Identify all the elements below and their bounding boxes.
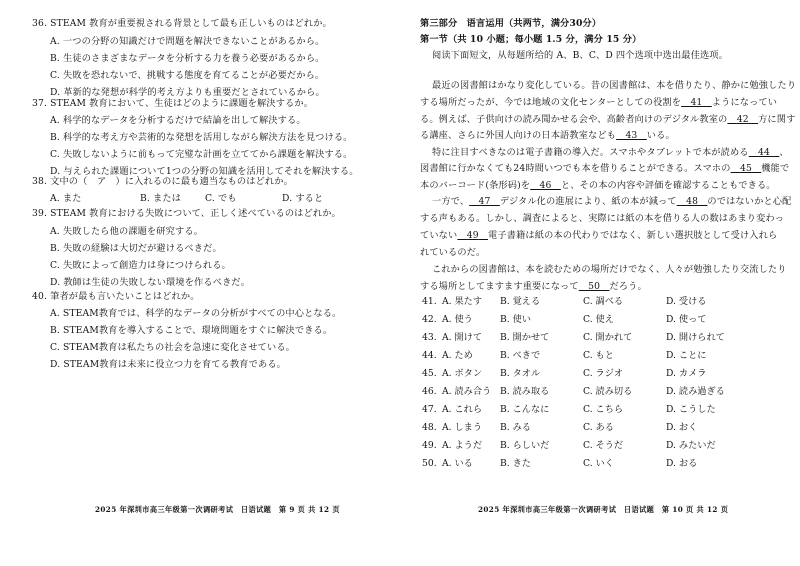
option-question-number: 49.: [422, 440, 437, 451]
blank-43: [616, 130, 647, 141]
q36-option-a: A. 一つの分野の知識だけで問題を解決できないことがあるから。: [50, 36, 325, 47]
option-d: D. カメラ: [666, 368, 707, 379]
section-title: 第三部分 语言运用（共两节，满分30分）: [420, 18, 602, 29]
option-a: A. ため: [442, 350, 473, 361]
right-footer: 2025 年深圳市高三年级第一次调研考试 日语试题 第 10 页 共 12 页: [478, 505, 729, 514]
option-question-number: 50.: [422, 458, 437, 469]
passage-line: [420, 180, 776, 191]
passage-text: 機能で: [761, 163, 790, 174]
blank-41: [681, 97, 712, 108]
option-question-number: 44.: [422, 350, 437, 361]
passage-line: れているのだ。: [420, 247, 486, 258]
option-c: C. そうだ: [583, 440, 624, 451]
option-a: A. ようだ: [442, 440, 483, 451]
option-a: A. 開けて: [442, 332, 483, 343]
q38-option-c: C. でも: [205, 193, 237, 204]
left-footer: 2025 年深圳市高三年级第一次调研考试 日语试题 第 9 页 共 12 页: [95, 505, 340, 514]
passage-text: する場所としてますます重要になって: [420, 281, 579, 292]
option-question-number: 46.: [422, 386, 437, 397]
passage-line: [420, 230, 777, 241]
q37-option-c: C. 失敗しないように前もって完璧な計画を立ててから課題を解決する。: [50, 149, 353, 160]
option-question-number: 47.: [422, 404, 437, 415]
option-d: D. ことに: [666, 350, 707, 361]
passage-text: デジタル化の進展により、紙の本が減って: [499, 196, 677, 207]
passage-text: と、その本の内容や評価を確認することもできる。: [560, 180, 776, 191]
blank-number: 42: [736, 114, 749, 125]
blank-number: 49: [466, 230, 479, 241]
option-d: D. 使って: [666, 314, 707, 325]
option-c: C. もと: [583, 350, 614, 361]
passage-text: 本のバーコード(条形码)を: [420, 180, 531, 191]
blank-number: 45: [739, 163, 752, 174]
option-question-number: 43.: [422, 332, 437, 343]
passage-text: 特に注目すべきなのは電子書籍の導入だ。スマホやタブレットで本が読める: [432, 147, 749, 158]
blank-45: [731, 163, 762, 174]
option-c: C. 読み切る: [583, 386, 633, 397]
passage-text: だろう。: [609, 281, 647, 292]
option-d: D. 読み過ぎる: [666, 386, 725, 397]
option-d: D. おる: [666, 458, 698, 469]
passage-text: ていない: [420, 230, 458, 241]
passage-line: [420, 114, 795, 125]
option-a: A. 読み合う: [442, 386, 492, 397]
right-page: [400, 0, 800, 566]
blank-47: [469, 196, 500, 207]
passage-line: [420, 130, 675, 141]
q40-option-c: C. STEAM教育は私たちの社会を急速に変化させている。: [50, 342, 295, 353]
option-question-number: 48.: [422, 422, 437, 433]
blank-49: [457, 230, 488, 241]
option-c: C. ある: [583, 422, 614, 433]
blank-number: 50: [588, 281, 601, 292]
subsection-title: 第一节（共 10 小题；每小题 1.5 分，满分 15 分）: [420, 34, 642, 45]
q39-option-a: A. 失敗したら他の課題を研究する。: [50, 226, 203, 237]
q36-option-b: B. 生徒のさまざまなデータを分析する力を養う必要があるから。: [50, 53, 325, 64]
q40-stem: 40. 筆者が最も言いたいことはどれか。: [32, 291, 200, 302]
option-d: D. みたいだ: [666, 440, 716, 451]
q40-option-a: A. STEAM教育では、科学的なデータの分析がすべての中心となる。: [50, 308, 342, 319]
q36-option-d: D. 革新的な発想が科学的考え方よりも重要だとされているから。: [50, 87, 325, 98]
q37-option-a: A. 科学的なデータを分析するだけで結論を出して解決する。: [50, 115, 306, 126]
option-c: C. こちら: [583, 404, 624, 415]
option-b: B. タオル: [500, 368, 541, 379]
q40-option-b: B. STEAM教育を導入することで、環境問題をすぐに解決できる。: [50, 325, 333, 336]
q37-option-b: B. 科学的な考え方や芸術的な発想を活用しながら解決方法を見つける。: [50, 132, 353, 143]
blank-46: [530, 180, 561, 191]
q36-option-c: C. 失敗を恐れないで、挑戦する態度を育てることが必要だから。: [50, 70, 325, 81]
passage-text: する場所だったが、今では地域の文化センターとしての役割を: [420, 97, 682, 108]
option-a: A. いる: [442, 458, 473, 469]
blank-42: [727, 114, 758, 125]
blank-44: [749, 147, 780, 158]
passage-text: 一方で、: [432, 196, 470, 207]
option-a: A. これら: [442, 404, 483, 415]
blank-50: [579, 281, 610, 292]
passage-line: これからの図書館は、本を読むための場所だけでなく、人々が勉強したり交流したり: [432, 264, 787, 275]
option-b: B. 開かせて: [500, 332, 550, 343]
blank-number: 48: [686, 196, 699, 207]
option-a: A. しまう: [442, 422, 483, 433]
passage-text: いる。: [646, 130, 675, 141]
option-b: B. 使い: [500, 314, 531, 325]
option-c: C. いく: [583, 458, 614, 469]
q37-option-d: D. 与えられた課題について1つの分野の知識を活用してそれを解決する。: [50, 166, 359, 177]
passage-text: のではないかと心配: [707, 196, 792, 207]
option-a: A. ボタン: [442, 368, 483, 379]
option-a: A. 使う: [442, 314, 473, 325]
option-d: D. おく: [666, 422, 698, 433]
option-a: A. 果たす: [442, 296, 483, 307]
option-c: C. ラジオ: [583, 368, 624, 379]
passage-line: [432, 196, 791, 207]
passage-text: る講座、さらに外国人向けの日本語教室なども: [420, 130, 617, 141]
blank-number: 41: [690, 97, 703, 108]
passage-line: [420, 97, 777, 108]
q39-option-d: D. 教師は生徒の失敗しない環境を作るべきだ。: [50, 277, 251, 288]
passage-text: る。例えば、子供向けの読み聞かせる会や、高齢者向けのデジタル教室の: [420, 114, 728, 125]
passage-text: 図書館に行かなくても24時間いつでも本を借りることができる。スマホの: [420, 163, 731, 174]
passage-line: [420, 281, 647, 292]
option-d: D. 開けられて: [666, 332, 725, 343]
option-c: C. 使え: [583, 314, 614, 325]
blank-number: 44: [758, 147, 770, 158]
q39-option-b: B. 失敗の経験は大切だが避けるべきだ。: [50, 243, 222, 254]
passage-text: 電子書籍は紙の本の代わりではなく、新しい選択肢として受け入れら: [488, 230, 778, 241]
option-question-number: 41.: [422, 296, 437, 307]
q39-option-c: C. 失敗によって創造力は身につけられる。: [50, 260, 231, 271]
passage-line: 最近の図書館はかなり変化している。昔の図書館は、本を借りたり、静かに勉強したり: [432, 80, 797, 91]
blank-48: [677, 196, 708, 207]
option-b: B. こんなに: [500, 404, 550, 415]
blank-number: 47: [478, 196, 491, 207]
option-question-number: 45.: [422, 368, 437, 379]
q38-option-a: A. また: [50, 193, 82, 204]
option-b: B. 覚える: [500, 296, 541, 307]
passage-line: する声もある。しかし、調査によると、実際には紙の本を借りる人の数はあまり変わっ: [420, 213, 785, 224]
q37-stem: 37. STEAM 教育において、生徒はどのように課題を解決するか。: [32, 98, 314, 109]
q38-stem: 38. 文中の（ ア ）に入れるのに最も適当なものはどれか。: [32, 176, 293, 187]
option-b: B. みる: [500, 422, 531, 433]
option-b: B. 読み取る: [500, 386, 550, 397]
passage-text: ようになってい: [711, 97, 778, 108]
passage-line: [432, 147, 789, 158]
option-d: D. 受ける: [666, 296, 707, 307]
option-question-number: 42.: [422, 314, 437, 325]
option-d: D. こうした: [666, 404, 716, 415]
passage-line: [420, 163, 789, 174]
instruction: 阅读下面短文，从每题所给的 A、B、C、D 四个选项中选出最佳选项。: [432, 50, 728, 61]
q38-option-b: B. または: [140, 193, 182, 204]
option-b: B. らしいだ: [500, 440, 550, 451]
passage-text: 方に関す: [758, 114, 796, 125]
option-c: C. 調べる: [583, 296, 624, 307]
option-c: C. 開かれて: [583, 332, 633, 343]
passage-text: 、: [779, 147, 789, 158]
option-b: B. きた: [500, 458, 531, 469]
q38-option-d: D. すると: [282, 193, 324, 204]
blank-number: 46: [539, 180, 552, 191]
option-b: B. べきで: [500, 350, 541, 361]
q40-option-d: D. STEAM教育は未来に役立つ力を育てる教育である。: [50, 359, 286, 370]
q39-stem: 39. STEAM 教育における失敗について、正しく述べているのはどれか。: [32, 208, 341, 219]
q36-stem: 36. STEAM 教育が重要視される背景として最も正しいものはどれか。: [32, 18, 332, 29]
blank-number: 43: [625, 130, 638, 141]
